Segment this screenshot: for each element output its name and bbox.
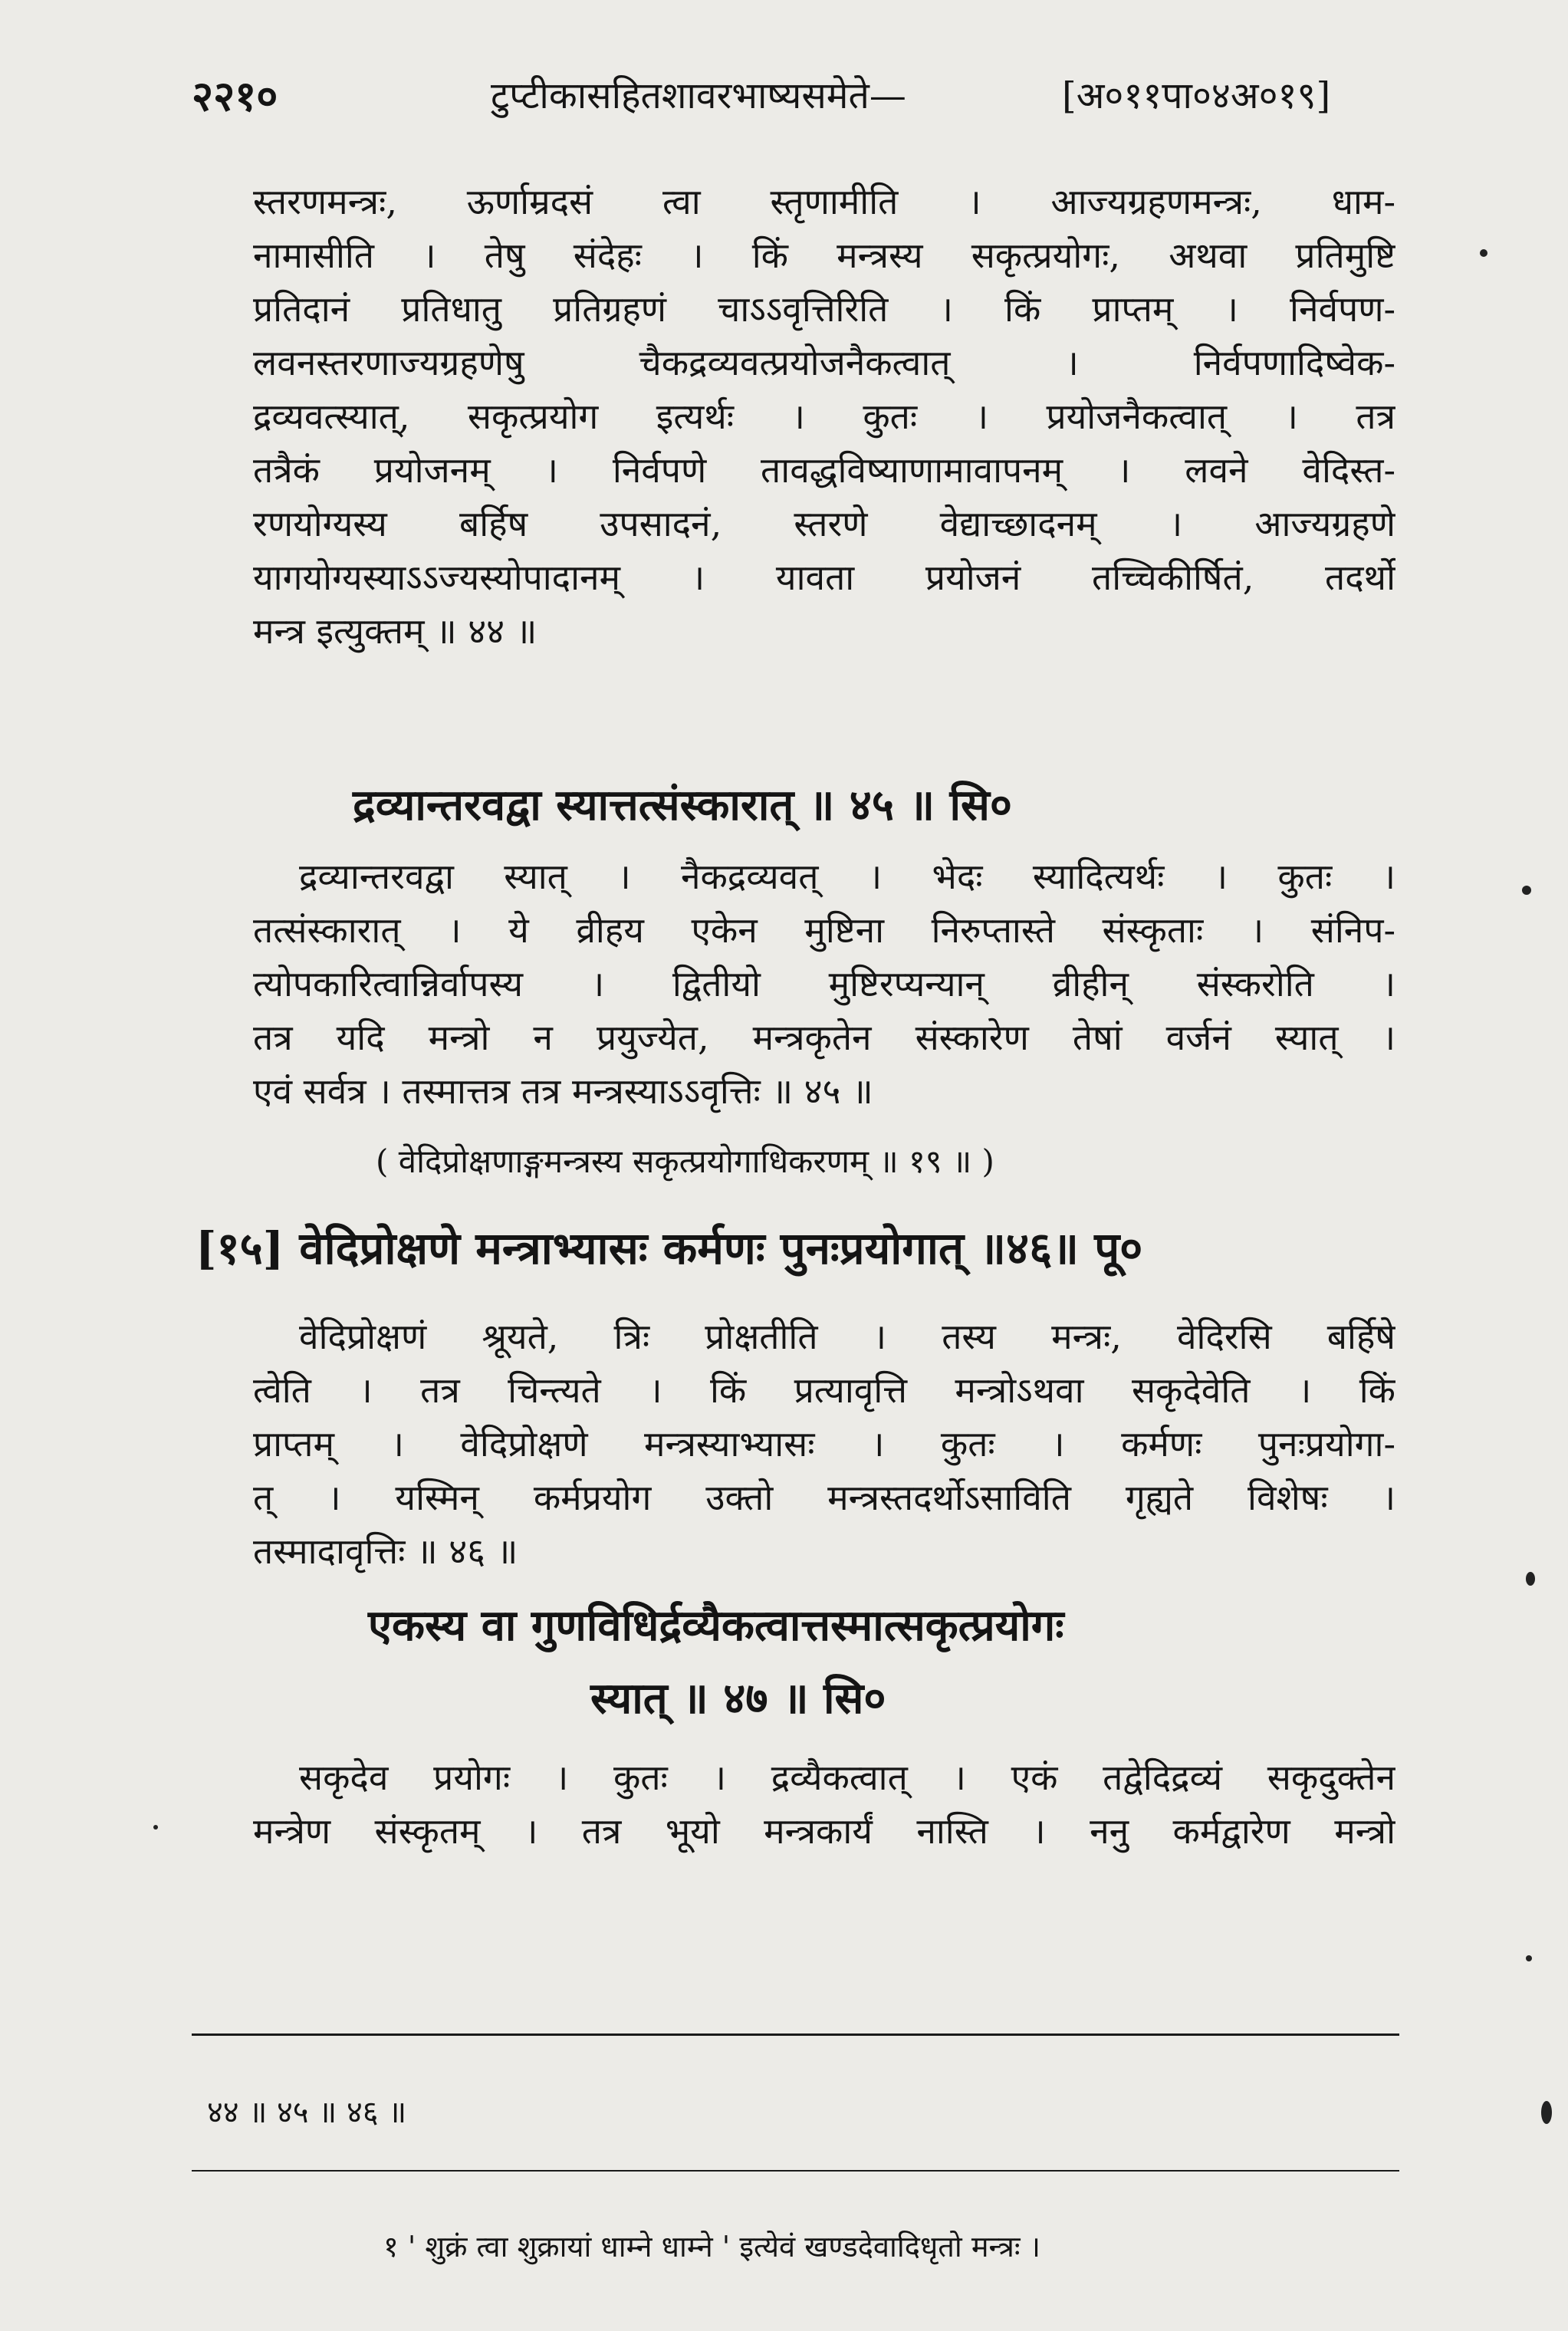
text-line: स्तरणमन्त्रः, ऊर्णाम्रदसं त्वा स्तृणामीति । आज्यग्रहणमन्त्रः, धाम- [253,181,1395,222]
sutra-heading: एकस्य वा गुणविधिर्द्रव्यैकत्वात्तस्मात्सकृत्प्रयोगः [368,1600,1064,1651]
text-line: नामासीति । तेषु संदेहः । किं मन्त्रस्य सकृत्प्रयोगः, अथवा प्रतिमुष्टि [253,235,1395,276]
page-number: २२१० [192,71,278,120]
text-line: मन्त्रेण संस्कृतम् । तत्र भूयो मन्त्रकार्यं नास्ति । ननु कर्मद्वारेण मन्त्रो [253,1810,1395,1852]
scan-speck [1526,1955,1532,1961]
text-line: सकृदेव प्रयोगः । कुतः । द्रव्यैकत्वात् । एकं तद्वेदिद्रव्यं सकृदुक्तेन [299,1757,1395,1798]
scan-speck [1541,2101,1552,2124]
text-line: द्रव्यान्तरवद्वा स्यात् । नैकद्रव्यवत् । भेदः स्यादित्यर्थः । कुतः । [299,856,1395,897]
text-line: रणयोग्यस्य बर्हिष उपसादनं, स्तरणे वेद्याच्छादनम् । आज्यग्रहणे [253,503,1395,544]
text-line: प्राप्तम् । वेदिप्रोक्षणे मन्त्रस्याभ्यासः । कुतः । कर्मणः पुनःप्रयोगा- [253,1423,1395,1465]
text-line: एवं सर्वत्र । तस्मात्तत्र तत्र मन्त्रस्याऽऽवृत्तिः ॥ ४५ ॥ [253,1070,873,1112]
text-line: तत्र यदि मन्त्रो न प्रयुज्येत, मन्त्रकृतेन संस्कारेण तेषां वर्जनं स्यात् । [253,1017,1395,1058]
scan-speck [1480,249,1487,257]
text-line: लवनस्तरणाज्यग्रहणेषु चैकद्रव्यवत्प्रयोजनैकत्वात् । निर्वपणादिष्वेक- [253,342,1395,383]
sutra-heading: स्यात् ॥ ४७ ॥ सि० [590,1673,886,1724]
footnote-rule [192,2170,1399,2172]
text-line: त्योपकारित्वान्निर्वापस्य । द्वितीयो मुष्टिरप्यन्यान् व्रीहीन् संस्करोति । [253,963,1395,1004]
scan-speck [1526,1572,1535,1586]
text-line: वेदिप्रोक्षणं श्रूयते, त्रिः प्रोक्षतीति । तस्य मन्त्रः, वेदिरसि बर्हिषे [299,1316,1395,1357]
text-line: मन्त्र इत्युक्तम् ॥ ४४ ॥ [253,610,537,652]
scan-speck [153,1825,158,1830]
text-line: त् । यस्मिन् कर्मप्रयोग उक्तो मन्त्रस्तदर्थोऽसाविति गृह्यते विशेषः । [253,1477,1395,1518]
sutra-heading: [१५] वेदिप्रोक्षणे मन्त्राभ्यासः कर्मणः पुनःप्रयोगात् ॥४६॥ पू० [196,1222,1143,1274]
text-line: तत्रैकं प्रयोजनम् । निर्वपणे तावद्धविष्याणामावापनम् । लवने वेदिस्त- [253,449,1395,491]
text-line: यागयोग्यस्याऽऽज्यस्योपादानम् । यावता प्रयोजनं तच्चिकीर्षितं, तदर्थो [253,557,1395,598]
scan-speck [1522,886,1531,895]
text-line: तत्संस्कारात् । ये व्रीहय एकेन मुष्टिना निरुप्तास्ते संस्कृताः । संनिप- [253,909,1395,951]
text-line: द्रव्यवत्स्यात्, सकृत्प्रयोग इत्यर्थः । कुतः । प्रयोजनैकत्वात् । तत्र [253,396,1395,437]
text-line: त्वेति । तत्र चिन्त्यते । किं प्रत्यावृत्ति मन्त्रोऽथवा सकृदेवेति । किं [253,1369,1395,1411]
footer-sutra-numbers: ४४ ॥ ४५ ॥ ४६ ॥ [207,2095,407,2130]
sutra-heading: द्रव्यान्तरवद्वा स्यात्तत्संस्कारात् ॥ ४५ ॥ सि० [353,780,1013,830]
footer-rule [192,2033,1399,2036]
adhikarana-title: ( वेदिप्रोक्षणाङ्गमन्त्रस्य सकृत्प्रयोगाधिकरणम् ॥ १९ ॥ ) [376,1142,994,1180]
section-reference: [अ०११पा०४अ०१९] [1062,74,1331,117]
running-title: टुप्टीकासहितशावरभाष्यसमेते— [491,74,906,117]
footnote: १ ' शुक्रं त्वा शुक्रायां धाम्ने धाम्ने ' इत्येवं खण्डदेवादिधृतो मन्त्रः । [383,2230,1041,2264]
text-line: प्रतिदानं प्रतिधातु प्रतिग्रहणं चाऽऽवृत्तिरिति । किं प्राप्तम् । निर्वपण- [253,288,1395,330]
text-line: तस्मादावृत्तिः ॥ ४६ ॥ [253,1530,518,1572]
